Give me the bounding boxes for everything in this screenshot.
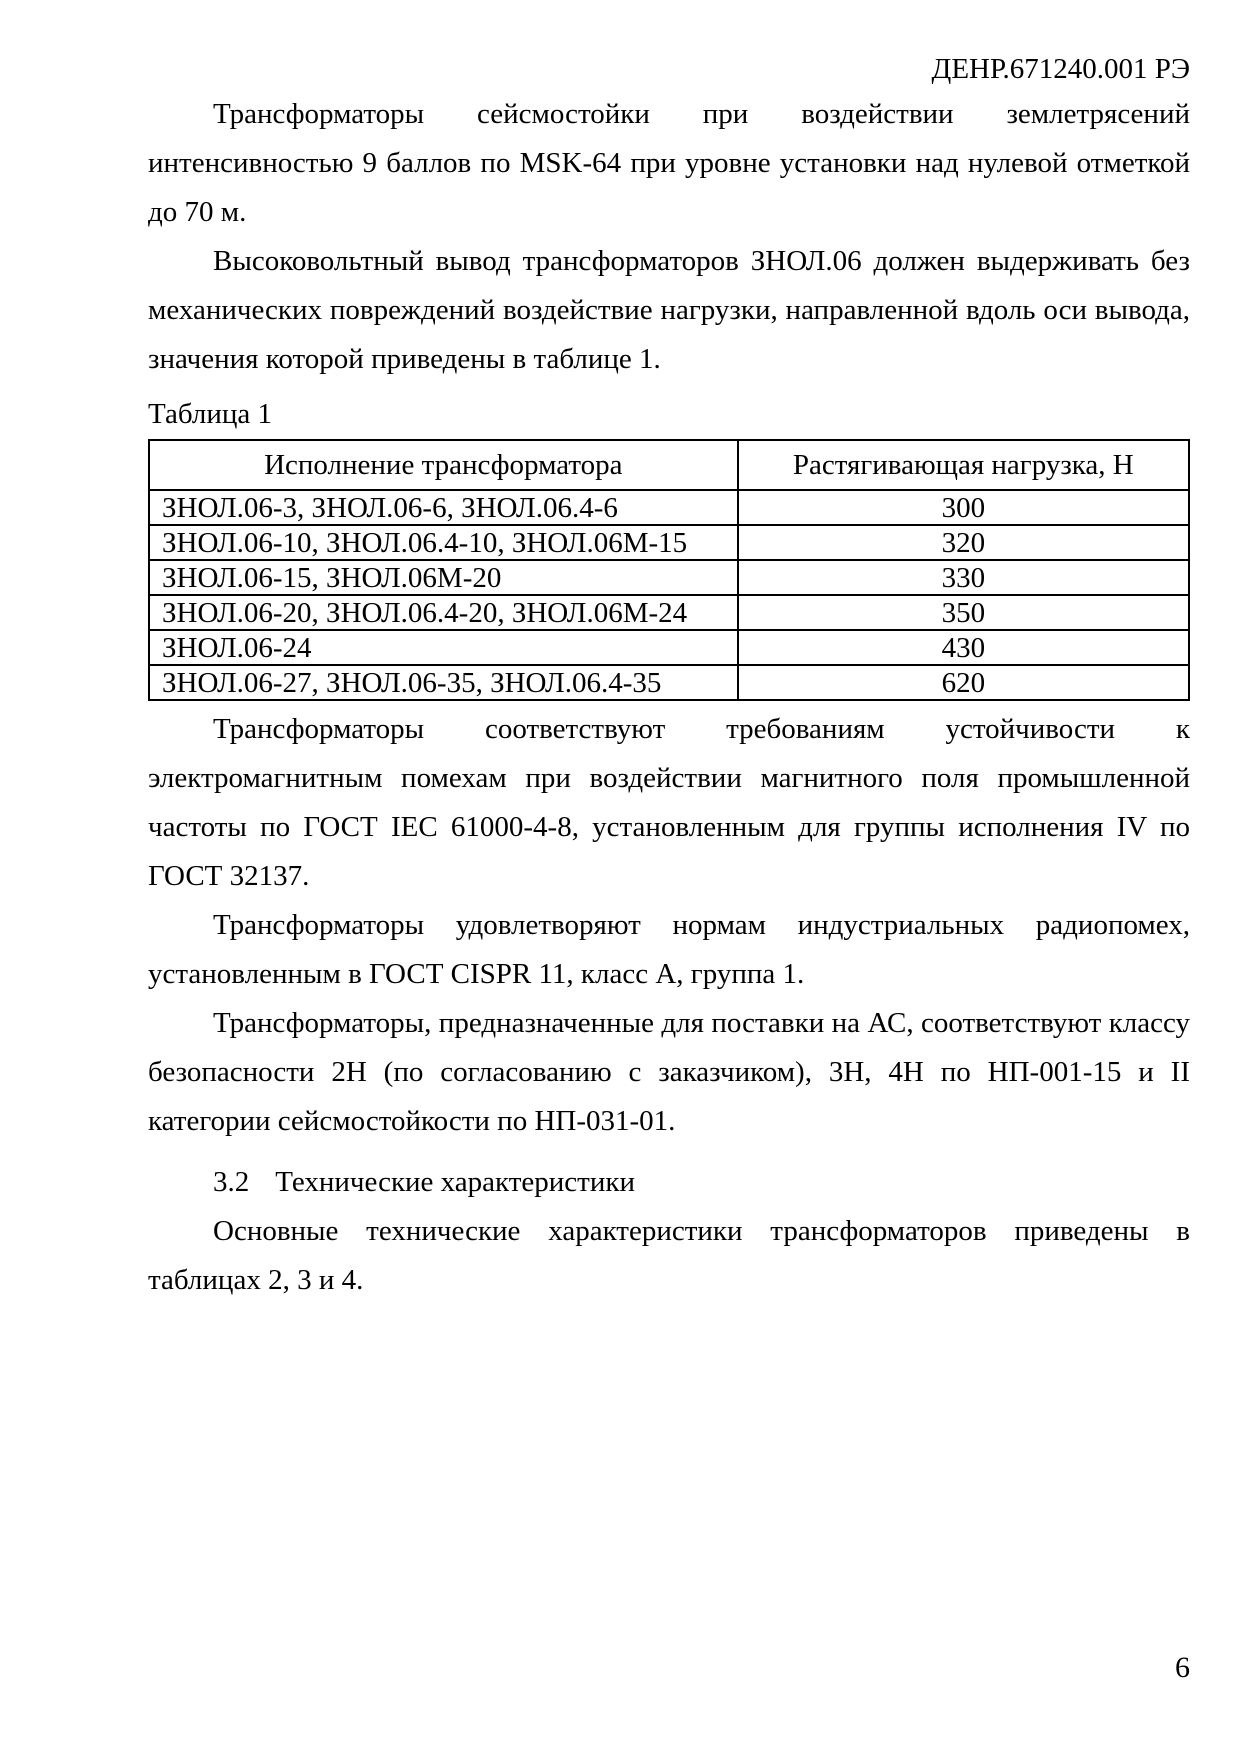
- cell-tensile-load: 430: [738, 630, 1189, 665]
- section-title: Технические характеристики: [275, 1166, 635, 1198]
- table-row: [149, 630, 1189, 665]
- cell-transformer-design: ЗНОЛ.06-20, ЗНОЛ.06.4-20, ЗНОЛ.06М-24: [149, 595, 738, 630]
- cell-tensile-load: 320: [738, 525, 1189, 560]
- column-header-load: Растягивающая нагрузка, Н: [738, 440, 1189, 490]
- table-row: [149, 595, 1189, 630]
- table-caption: Таблица 1: [148, 398, 273, 430]
- doc-code-header: ДЕНР.671240.001 РЭ: [931, 53, 1190, 85]
- section-heading-3-2: [148, 1158, 1190, 1207]
- table-header-row: [149, 440, 1189, 490]
- cell-transformer-design: ЗНОЛ.06-24: [149, 630, 738, 665]
- column-header-design: Исполнение трансформатора: [149, 440, 738, 490]
- paragraph-hv-terminal: Высоковольтный вывод трансформаторов ЗНОЛ.06 должен выдерживать без механических повреждений воздействие нагрузки, направленной вдоль оси вывода, значения которой приведены в таблице 1.: [148, 245, 1190, 375]
- paragraph-seismic: Трансформаторы сейсмостойки при воздействии землетрясений интенсивностью 9 баллов по MSK-64 при уровне установки над нулевой отметкой до 70 м.: [148, 98, 1190, 228]
- cell-transformer-design: ЗНОЛ.06-27, ЗНОЛ.06-35, ЗНОЛ.06.4-35: [149, 665, 738, 700]
- cell-tensile-load: 300: [738, 490, 1189, 525]
- paragraph-nuclear-safety: Трансформаторы, предназначенные для поставки на АС, соответствуют классу безопасности 2Н (по согласованию с заказчиком), 3Н, 4Н по НП-001-15 и II категории сейсмостойкости по НП-031-01.: [148, 1007, 1190, 1137]
- tensile-load-table: [148, 439, 1190, 701]
- table-row: [149, 560, 1189, 595]
- paragraph-specs-intro: Основные технические характеристики трансформаторов приведены в таблицах 2, 3 и 4.: [148, 1215, 1190, 1296]
- table-row: [149, 525, 1189, 560]
- page-number: 6: [1175, 1651, 1190, 1684]
- table-row: [149, 490, 1189, 525]
- cell-transformer-design: ЗНОЛ.06-3, ЗНОЛ.06-6, ЗНОЛ.06.4-6: [149, 490, 738, 525]
- table-row: [149, 665, 1189, 700]
- cell-tensile-load: 330: [738, 560, 1189, 595]
- section-number: 3.2: [213, 1166, 250, 1198]
- paragraph-emc: Трансформаторы соответствуют требованиям устойчивости к электромагнитным помехам при воздействии магнитного поля промышленной частоты по ГОСТ IEC 61000-4-8, установленным для группы исполнения IV по ГОСТ 32137.: [148, 713, 1190, 892]
- cell-transformer-design: ЗНОЛ.06-15, ЗНОЛ.06М-20: [149, 560, 738, 595]
- cell-transformer-design: ЗНОЛ.06-10, ЗНОЛ.06.4-10, ЗНОЛ.06М-15: [149, 525, 738, 560]
- cell-tensile-load: 350: [738, 595, 1189, 630]
- table-body: [149, 490, 1189, 700]
- cell-tensile-load: 620: [738, 665, 1189, 700]
- paragraph-radio-interference: Трансформаторы удовлетворяют нормам индустриальных радиопомех, установленным в ГОСТ CISPR 11, класс А, группа 1.: [148, 909, 1190, 990]
